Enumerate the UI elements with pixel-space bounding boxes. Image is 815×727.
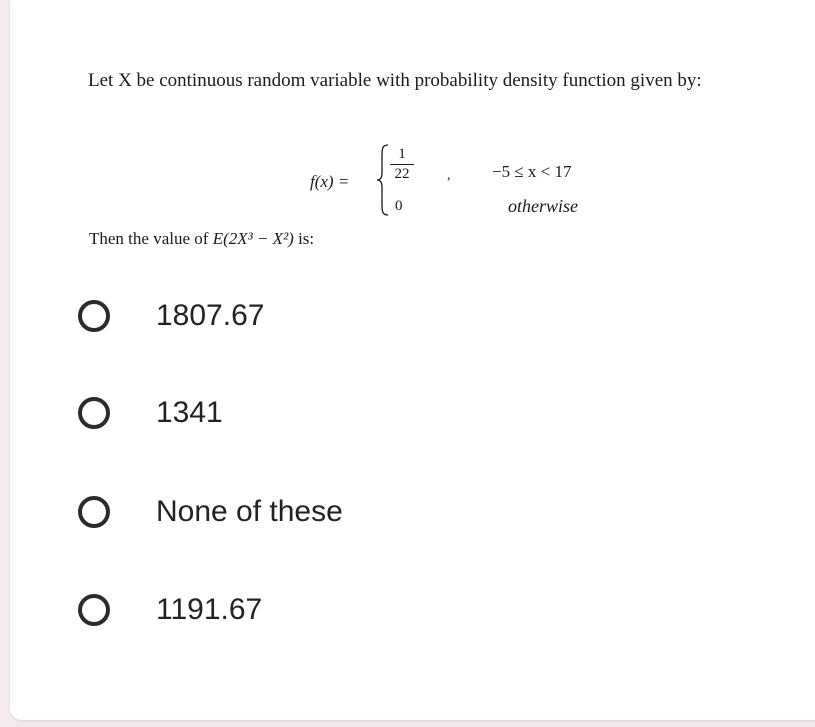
question-card <box>10 0 815 720</box>
then-text <box>89 229 314 249</box>
pdf-lhs: f(x) = <box>310 172 350 191</box>
fraction-bar <box>390 164 414 165</box>
option-4[interactable] <box>78 588 262 632</box>
then-prefix: Then the value of <box>89 229 213 248</box>
option-label: None of these <box>156 495 343 528</box>
option-label: 1807.67 <box>156 299 265 332</box>
pdf-zero: 0 <box>395 198 403 214</box>
expectation-expression: E(2X³ − X²) <box>212 229 294 248</box>
question-text: Let X be continuous random variable with probability density function given by: <box>88 70 702 91</box>
option-label: 1191.67 <box>156 593 263 626</box>
pdf-separator: , <box>447 168 451 183</box>
option-3[interactable] <box>78 490 343 534</box>
radio-circle-icon[interactable] <box>78 496 110 528</box>
pdf-otherwise: otherwise <box>508 196 578 216</box>
pdf-denominator: 22 <box>394 166 410 182</box>
radio-circle-icon[interactable] <box>78 594 110 626</box>
radio-circle-icon[interactable] <box>78 397 110 429</box>
option-1[interactable] <box>78 294 264 338</box>
option-2[interactable] <box>78 391 223 435</box>
pdf-condition: −5 ≤ x < 17 <box>492 162 572 181</box>
then-suffix: is: <box>293 229 315 248</box>
option-label: 1341 <box>156 396 223 429</box>
pdf-fraction <box>388 146 416 183</box>
radio-circle-icon[interactable] <box>78 300 110 332</box>
pdf-numerator: 1 <box>398 146 406 162</box>
